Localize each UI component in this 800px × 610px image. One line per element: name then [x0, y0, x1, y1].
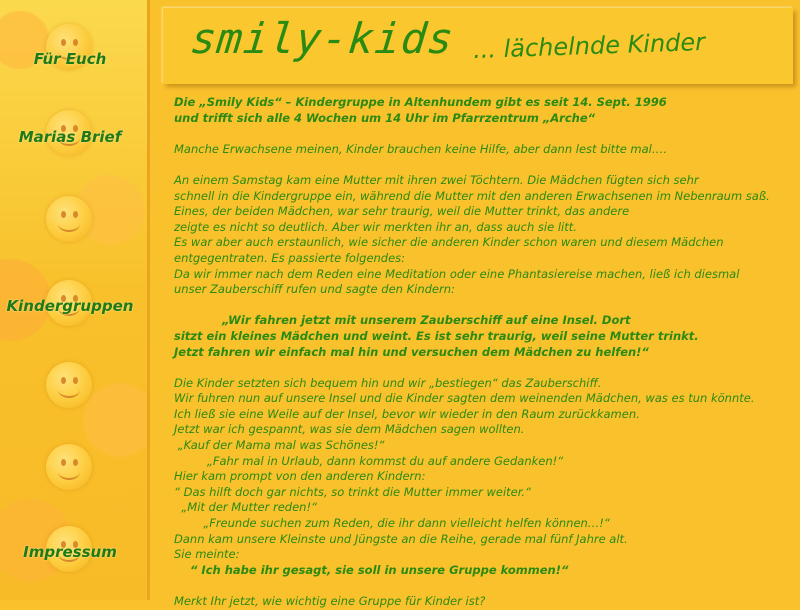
story-line: Wir fuhren nun auf unsere Insel und die Kinder sagten dem weinenden Mädchen, was es tun könnte.: [174, 391, 755, 406]
story-line: Es war aber auch erstaunlich, wie sicher die anderen Kinder schon waren und diesem Mädchen: [174, 235, 724, 250]
story-line: „Kauf der Mama mal was Schönes!“: [174, 438, 385, 453]
quote-line: Jetzt fahren wir einfach mal hin und versuchen dem Mädchen zu helfen!“: [174, 344, 649, 359]
story-line: Jetzt war ich gespannt, was sie dem Mädchen sagen wollten.: [174, 422, 525, 437]
nav-kindergruppen[interactable]: Kindergruppen: [6, 297, 134, 315]
lead-text: Manche Erwachsene meinen, Kinder brauchen keine Hilfe, aber dann lest bitte mal….: [174, 141, 668, 156]
smiley-icon: [46, 196, 92, 242]
story-line: Die Kinder setzten sich bequem hin und wir „bestiegen“ das Zauberschiff.: [174, 375, 602, 390]
intro-line: Die „Smily Kids“ – Kindergruppe in Altenhundem gibt es seit 14. Sept. 1996: [174, 95, 667, 109]
story-line: Da wir immer nach dem Reden eine Meditation oder eine Phantasiereise machen, ließ ich diesmal: [174, 266, 740, 281]
story-line: entgegentraten. Es passierte folgendes:: [174, 250, 406, 265]
nav-marias-brief[interactable]: Marias Brief: [18, 128, 122, 146]
intro-line: und trifft sich alle 4 Wochen um 14 Uhr im Pfarrzentrum „Arche“: [174, 110, 596, 125]
story-line: “ Das hilft doch gar nichts, so trinkt die Mutter immer weiter.“: [174, 484, 532, 499]
sidebar: [0, 0, 150, 600]
main-content: [174, 95, 794, 610]
story-line: „Freunde suchen zum Reden, die ihr dann vielleicht helfen können…!“: [174, 516, 610, 531]
story-line: „Fahr mal in Urlaub, dann kommst du auf andere Gedanken!“: [174, 453, 564, 468]
story-line: Hier kam prompt von den anderen Kindern:: [174, 469, 426, 484]
nav-fuer-euch[interactable]: Für Euch: [33, 50, 107, 68]
story-line: Dann kam unsere Kleinste und Jüngste an die Reihe, gerade mal fünf Jahre alt.: [174, 531, 628, 546]
story-line: Ich ließ sie eine Weile auf der Insel, bevor wir wieder in den Raum zurückkamen.: [174, 406, 640, 421]
story-line: Eines, der beiden Mädchen, war sehr traurig, weil die Mutter trinkt, das andere: [174, 204, 630, 219]
site-logo: smily-kids: [188, 14, 457, 63]
quote-line: „Wir fahren jetzt mit unserem Zauberschiff auf eine Insel. Dort: [174, 313, 631, 328]
header-banner: [163, 8, 793, 84]
story-line: „Mit der Mutter reden!“: [174, 500, 318, 515]
smiley-icon: [46, 444, 92, 490]
answer-line: “ Ich habe ihr gesagt, sie soll in unsere Gruppe kommen!“: [174, 562, 569, 577]
story-line: An einem Samstag kam eine Mutter mit ihren zwei Töchtern. Die Mädchen fügten sich sehr: [174, 172, 699, 187]
story-line: zeigte es nicht so deutlich. Aber wir merkten ihr an, dass auch sie litt.: [174, 219, 577, 234]
story-line: schnell in die Kindergruppe ein, während die Mutter mit den anderen Erwachsenen im Nebenraum saß.: [174, 188, 770, 203]
closing-line: Merkt Ihr jetzt, wie wichtig eine Gruppe für Kinder ist?: [174, 594, 486, 608]
site-tagline: ... lächelnde Kinder: [472, 27, 706, 65]
smiley-icon: [46, 362, 92, 408]
nav-impressum[interactable]: Impressum: [23, 543, 117, 561]
quote-line: sitzt ein kleines Mädchen und weint. Es ist sehr traurig, weil seine Mutter trinkt.: [174, 328, 699, 343]
story-line: unser Zauberschiff rufen und sagte den Kindern:: [174, 282, 455, 297]
story-line: Sie meinte:: [174, 547, 240, 562]
